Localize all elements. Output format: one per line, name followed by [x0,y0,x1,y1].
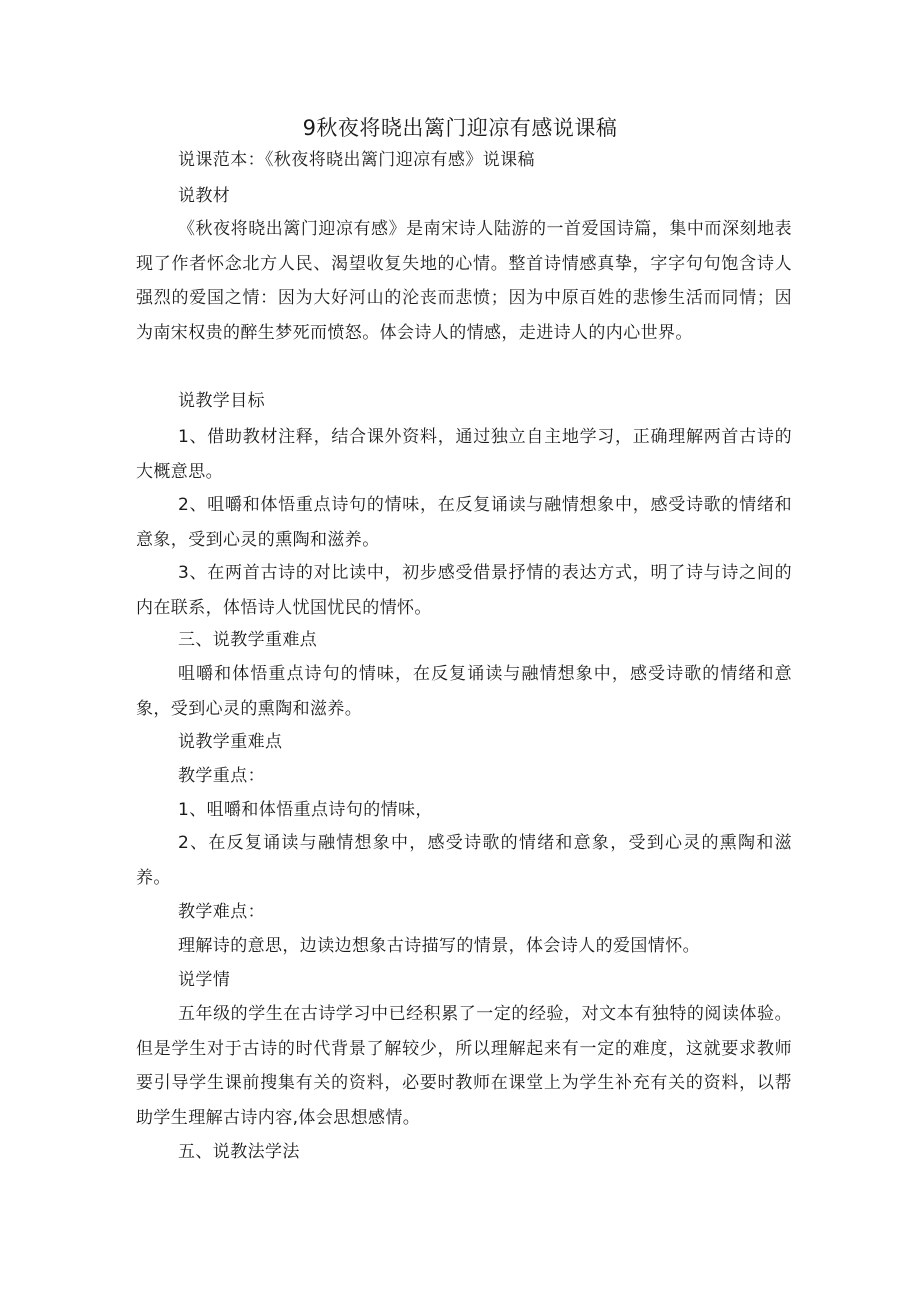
goal-item-3: 3、在两首古诗的对比读中，初步感受借景抒情的表达方式，明了诗与诗之间的内在联系，体悟诗人忧国忧民的情怀。 [136,563,792,618]
focus-item-1: 1、咀嚼和体悟重点诗句的情味， [178,800,433,820]
focus-label: 教学重点： [178,766,265,786]
section-heading-students: 说学情 [178,970,231,990]
section-heading-keys-3: 三、说教学重难点 [178,630,318,650]
difficulty-text: 理解诗的意思，边读边想象古诗描写的情景，体会诗人的爱国情怀。 [178,936,700,956]
section-heading-keys: 说教学重难点 [178,732,283,752]
paragraph-students: 五年级的学生在古诗学习中已经积累了一定的经验，对文本有独特的阅读体验。但是学生对于古诗的时代背景了解较少，所以理解起来有一定的难度，这就要求教师要引导学生课前搜集有关的资料，必要时教师在课堂上为学生补充有关的资料，以帮助学生理解古诗内容,体会思想感情。 [136,1004,792,1128]
section-heading-methods: 五、说教法学法 [178,1142,300,1162]
section-heading-goals: 说教学目标 [178,391,265,411]
paragraph-textbook: 《秋夜将晓出篱门迎凉有感》是南宋诗人陆游的一首爱国诗篇，集中而深刻地表现了作者怀念北方人民、渴望收复失地的心情。整首诗情感真挚，字字句句饱含诗人强烈的爱国之情：因为大好河山的沦丧而悲愤；因为中原百姓的悲惨生活而同情；因为南宋权贵的醉生梦死而愤怒。体会诗人的情感，走进诗人的内心世界。 [136,219,792,343]
goal-item-1: 1、借助教材注释，结合课外资料，通过独立自主地学习，正确理解两首古诗的大概意思。 [136,427,792,482]
difficulty-label: 教学难点： [178,902,265,922]
goal-item-2: 2、咀嚼和体悟重点诗句的情味，在反复诵读与融情想象中，感受诗歌的情绪和意象，受到心灵的熏陶和滋养。 [136,495,792,550]
focus-item-2: 2、在反复诵读与融情想象中，感受诗歌的情绪和意象，受到心灵的熏陶和滋养。 [136,833,792,888]
paragraph-keys: 咀嚼和体悟重点诗句的情味，在反复诵读与融情想象中，感受诗歌的情绪和意象，受到心灵的熏陶和滋养。 [136,664,792,719]
document-title: 9秋夜将晓出篱门迎凉有感说课稿 [302,116,618,140]
subtitle-line: 说课范本：《秋夜将晓出篱门迎凉有感》说课稿 [178,150,535,170]
section-heading-textbook: 说教材 [178,186,231,206]
